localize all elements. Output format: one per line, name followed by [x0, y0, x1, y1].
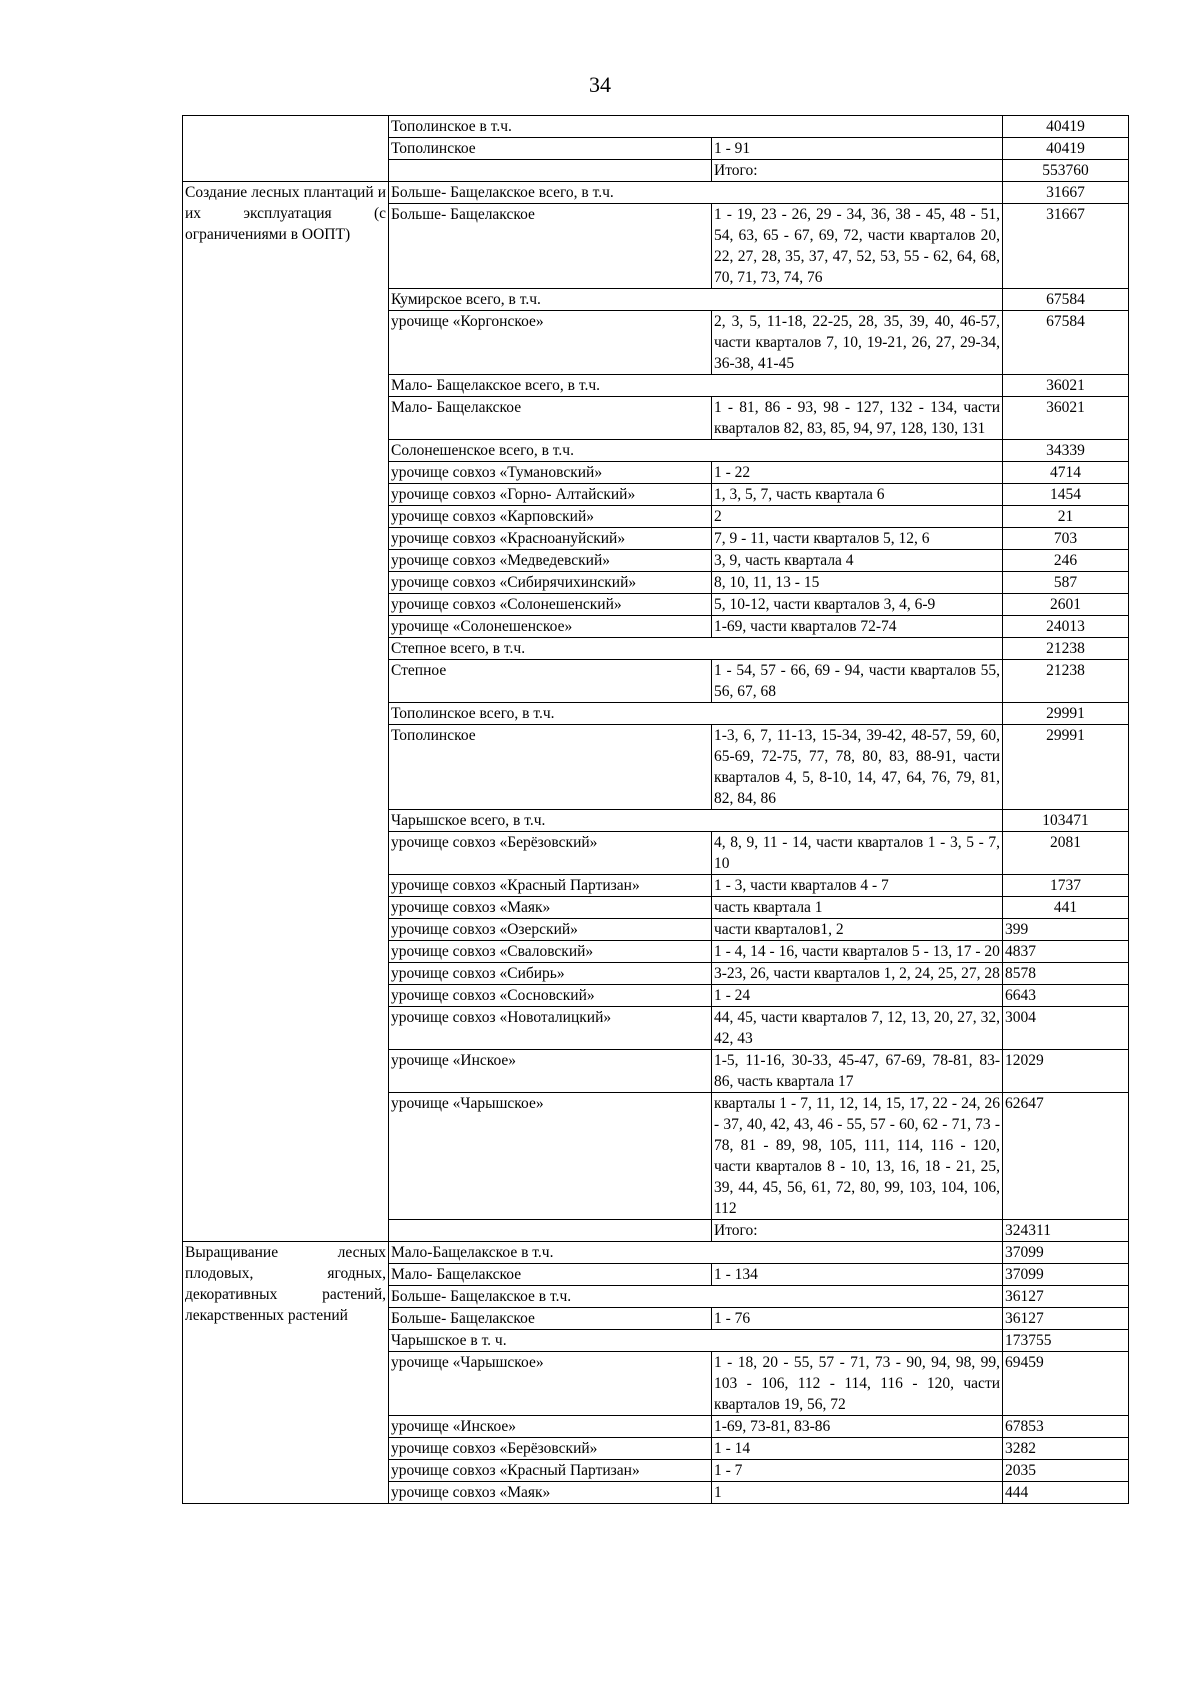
- quarters-cell: 1 - 18, 20 - 55, 57 - 71, 73 - 90, 94, 98, 99, 103 - 106, 112 - 114, 116 - 120, части кварталов 19, 56, 72: [712, 1352, 1003, 1416]
- area-cell: 2081: [1003, 832, 1129, 875]
- quarters-cell: 2: [712, 506, 1003, 528]
- subtotal-name-cell: Мало-Бащелакское в т.ч.: [389, 1242, 1003, 1264]
- quarters-cell: 3, 9, часть квартала 4: [712, 550, 1003, 572]
- area-cell: 36127: [1003, 1286, 1129, 1308]
- area-cell: 21238: [1003, 638, 1129, 660]
- area-cell: 29991: [1003, 703, 1129, 725]
- quarters-cell: Итого:: [712, 1220, 1003, 1242]
- name-cell: [389, 160, 712, 182]
- area-cell: 36021: [1003, 397, 1129, 440]
- quarters-cell: 1 - 81, 86 - 93, 98 - 127, 132 - 134, части кварталов 82, 83, 85, 94, 97, 128, 130, 131: [712, 397, 1003, 440]
- area-cell: 36127: [1003, 1308, 1129, 1330]
- name-cell: урочище «Коргонское»: [389, 311, 712, 375]
- name-cell: Больше- Бащелакское: [389, 1308, 712, 1330]
- quarters-cell: 1 - 91: [712, 138, 1003, 160]
- area-cell: 1737: [1003, 875, 1129, 897]
- category-cell: Создание лесных плантаций и их эксплуатация (с ограничениями в ООПТ): [183, 182, 389, 1242]
- subtotal-name-cell: Чарышское в т. ч.: [389, 1330, 1003, 1352]
- area-cell: 2601: [1003, 594, 1129, 616]
- subtotal-name-cell: Больше- Бащелакское всего, в т.ч.: [389, 182, 1003, 204]
- quarters-cell: 1-3, 6, 7, 11-13, 15-34, 39-42, 48-57, 59, 60, 65-69, 72-75, 77, 78, 80, 83, 88-91, части кварталов 4, 5, 8-10, 14, 47, 64, 76, 79, 81, 82, 84, 86: [712, 725, 1003, 810]
- quarters-cell: Итого:: [712, 160, 1003, 182]
- quarters-cell: 1-5, 11-16, 30-33, 45-47, 67-69, 78-81, 83-86, часть квартала 17: [712, 1050, 1003, 1093]
- area-cell: 6643: [1003, 985, 1129, 1007]
- quarters-cell: 1-69, части кварталов 72-74: [712, 616, 1003, 638]
- area-cell: 587: [1003, 572, 1129, 594]
- subtotal-name-cell: Степное всего, в т.ч.: [389, 638, 1003, 660]
- quarters-cell: 1 - 3, части кварталов 4 - 7: [712, 875, 1003, 897]
- area-cell: 12029: [1003, 1050, 1129, 1093]
- name-cell: урочище совхоз «Маяк»: [389, 1482, 712, 1504]
- area-cell: 4714: [1003, 462, 1129, 484]
- name-cell: урочище совхоз «Красный Партизан»: [389, 875, 712, 897]
- area-cell: 103471: [1003, 810, 1129, 832]
- area-cell: 31667: [1003, 204, 1129, 289]
- quarters-cell: 4, 8, 9, 11 - 14, части кварталов 1 - 3, 5 - 7, 10: [712, 832, 1003, 875]
- quarters-cell: 1 - 76: [712, 1308, 1003, 1330]
- category-cell: Выращивание лесных плодовых, ягодных, декоративных растений, лекарственных растений: [183, 1242, 389, 1504]
- name-cell: [389, 1220, 712, 1242]
- area-cell: 40419: [1003, 116, 1129, 138]
- quarters-cell: 1 - 4, 14 - 16, части кварталов 5 - 13, 17 - 20: [712, 941, 1003, 963]
- forest-use-table: [182, 115, 1129, 1504]
- area-cell: 2035: [1003, 1460, 1129, 1482]
- area-cell: 173755: [1003, 1330, 1129, 1352]
- quarters-cell: 1 - 14: [712, 1438, 1003, 1460]
- quarters-cell: 1-69, 73-81, 83-86: [712, 1416, 1003, 1438]
- quarters-cell: 1, 3, 5, 7, часть квартала 6: [712, 484, 1003, 506]
- area-cell: 8578: [1003, 963, 1129, 985]
- table-body: [183, 116, 1129, 1504]
- name-cell: урочище «Солонешенское»: [389, 616, 712, 638]
- quarters-cell: 1 - 19, 23 - 26, 29 - 34, 36, 38 - 45, 48 - 51, 54, 63, 65 - 67, 69, 72, части кварталов 20, 22, 27, 28, 35, 37, 47, 52, 53, 55 - 62, 64, 68, 70, 71, 73, 74, 76: [712, 204, 1003, 289]
- quarters-cell: 1 - 134: [712, 1264, 1003, 1286]
- quarters-cell: 5, 10-12, части кварталов 3, 4, 6-9: [712, 594, 1003, 616]
- subtotal-name-cell: Больше- Бащелакское в т.ч.: [389, 1286, 1003, 1308]
- area-cell: 37099: [1003, 1264, 1129, 1286]
- area-cell: 37099: [1003, 1242, 1129, 1264]
- table-row: [183, 1242, 1129, 1264]
- name-cell: урочище совхоз «Сосновский»: [389, 985, 712, 1007]
- name-cell: урочище «Инское»: [389, 1416, 712, 1438]
- subtotal-name-cell: Солонешенское всего, в т.ч.: [389, 440, 1003, 462]
- quarters-cell: 44, 45, части кварталов 7, 12, 13, 20, 27, 32, 42, 43: [712, 1007, 1003, 1050]
- area-cell: 29991: [1003, 725, 1129, 810]
- quarters-cell: 1 - 22: [712, 462, 1003, 484]
- name-cell: Тополинское: [389, 725, 712, 810]
- area-cell: 324311: [1003, 1220, 1129, 1242]
- quarters-cell: 1 - 7: [712, 1460, 1003, 1482]
- name-cell: урочище совхоз «Солонешенский»: [389, 594, 712, 616]
- name-cell: урочище совхоз «Берёзовский»: [389, 1438, 712, 1460]
- area-cell: 36021: [1003, 375, 1129, 397]
- quarters-cell: 8, 10, 11, 13 - 15: [712, 572, 1003, 594]
- area-cell: 3004: [1003, 1007, 1129, 1050]
- area-cell: 4837: [1003, 941, 1129, 963]
- area-cell: 3282: [1003, 1438, 1129, 1460]
- area-cell: 67584: [1003, 311, 1129, 375]
- name-cell: Тополинское: [389, 138, 712, 160]
- quarters-cell: 7, 9 - 11, части кварталов 5, 12, 6: [712, 528, 1003, 550]
- area-cell: 69459: [1003, 1352, 1129, 1416]
- name-cell: урочище совхоз «Сибирячихинский»: [389, 572, 712, 594]
- area-cell: 444: [1003, 1482, 1129, 1504]
- name-cell: урочище совхоз «Маяк»: [389, 897, 712, 919]
- area-cell: 24013: [1003, 616, 1129, 638]
- subtotal-name-cell: Тополинское всего, в т.ч.: [389, 703, 1003, 725]
- subtotal-name-cell: Мало- Бащелакское всего, в т.ч.: [389, 375, 1003, 397]
- name-cell: урочище «Инское»: [389, 1050, 712, 1093]
- name-cell: Мало- Бащелакское: [389, 397, 712, 440]
- name-cell: Степное: [389, 660, 712, 703]
- area-cell: 1454: [1003, 484, 1129, 506]
- quarters-cell: 1: [712, 1482, 1003, 1504]
- area-cell: 441: [1003, 897, 1129, 919]
- table-row: [183, 182, 1129, 204]
- area-cell: 553760: [1003, 160, 1129, 182]
- name-cell: урочище совхоз «Берёзовский»: [389, 832, 712, 875]
- area-cell: 67853: [1003, 1416, 1129, 1438]
- quarters-cell: 2, 3, 5, 11-18, 22-25, 28, 35, 39, 40, 46-57, части кварталов 7, 10, 19-21, 26, 27, 29-34, 36-38, 41-45: [712, 311, 1003, 375]
- name-cell: Мало- Бащелакское: [389, 1264, 712, 1286]
- table-row: [183, 116, 1129, 138]
- area-cell: 399: [1003, 919, 1129, 941]
- page-number: 34: [589, 72, 611, 97]
- name-cell: урочище совхоз «Озерский»: [389, 919, 712, 941]
- area-cell: 62647: [1003, 1093, 1129, 1220]
- name-cell: урочище совхоз «Красноануйский»: [389, 528, 712, 550]
- name-cell: урочище «Чарышское»: [389, 1093, 712, 1220]
- quarters-cell: кварталы 1 - 7, 11, 12, 14, 15, 17, 22 - 24, 26 - 37, 40, 42, 43, 46 - 55, 57 - 60, 62 - 71, 73 - 78, 81 - 89, 98, 105, 111, 114, 116 - 120, части кварталов 8 - 10, 13, 16, 18 - 21, 25, 39, 44, 45, 56, 61, 72, 80, 99, 103, 104, 106, 112: [712, 1093, 1003, 1220]
- subtotal-name-cell: Чарышское всего, в т.ч.: [389, 810, 1003, 832]
- subtotal-name-cell: Кумирское всего, в т.ч.: [389, 289, 1003, 311]
- area-cell: 703: [1003, 528, 1129, 550]
- quarters-cell: 1 - 24: [712, 985, 1003, 1007]
- name-cell: урочище совхоз «Красный Партизан»: [389, 1460, 712, 1482]
- quarters-cell: часть квартала 1: [712, 897, 1003, 919]
- quarters-cell: части кварталов1, 2: [712, 919, 1003, 941]
- category-cell: [183, 116, 389, 182]
- name-cell: Больше- Бащелакское: [389, 204, 712, 289]
- name-cell: урочище «Чарышское»: [389, 1352, 712, 1416]
- name-cell: урочище совхоз «Тумановский»: [389, 462, 712, 484]
- quarters-cell: 3-23, 26, части кварталов 1, 2, 24, 25, 27, 28: [712, 963, 1003, 985]
- name-cell: урочище совхоз «Карповский»: [389, 506, 712, 528]
- name-cell: урочище совхоз «Горно- Алтайский»: [389, 484, 712, 506]
- name-cell: урочище совхоз «Новоталицкий»: [389, 1007, 712, 1050]
- area-cell: 31667: [1003, 182, 1129, 204]
- subtotal-name-cell: Тополинское в т.ч.: [389, 116, 1003, 138]
- area-cell: 34339: [1003, 440, 1129, 462]
- area-cell: 246: [1003, 550, 1129, 572]
- name-cell: урочище совхоз «Сваловский»: [389, 941, 712, 963]
- area-cell: 21: [1003, 506, 1129, 528]
- area-cell: 40419: [1003, 138, 1129, 160]
- area-cell: 21238: [1003, 660, 1129, 703]
- quarters-cell: 1 - 54, 57 - 66, 69 - 94, части кварталов 55, 56, 67, 68: [712, 660, 1003, 703]
- name-cell: урочище совхоз «Сибирь»: [389, 963, 712, 985]
- name-cell: урочище совхоз «Медведевский»: [389, 550, 712, 572]
- area-cell: 67584: [1003, 289, 1129, 311]
